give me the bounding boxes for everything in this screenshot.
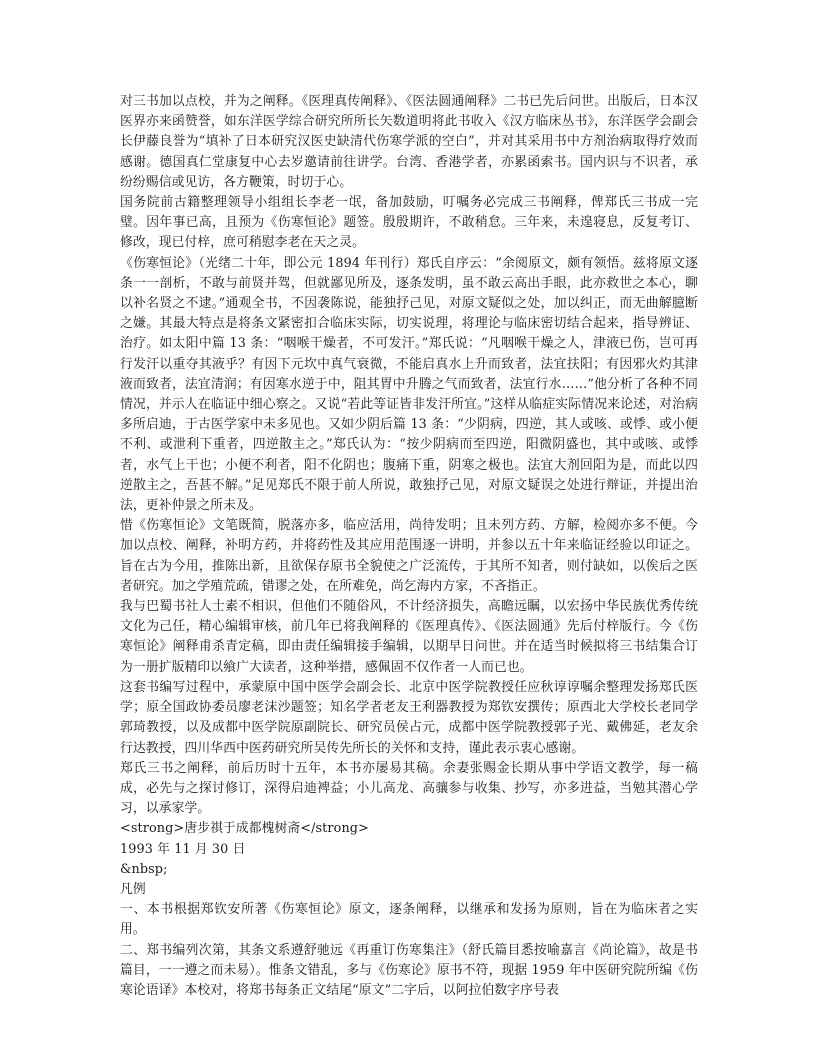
signature-line: <strong>唐步祺于成都槐树斋</strong> bbox=[120, 821, 369, 837]
fanli-item-2: 二、郑书编列次第，其条文系遵舒驰远《再重订伤寒集注》（舒氏篇目悉按喻嘉言《尚论篇》，故是书篇目，一一遵之而未易）。惟条文错乱，多与《伤寒论》原书不符，现据 1959 年中医研究院所编《伤寒论语译》本校对，将郑书每条正文结尾“原文”二字后，以阿拉伯数字序号表 bbox=[120, 942, 698, 998]
nbsp-line: &nbsp; bbox=[120, 861, 168, 877]
paragraph-shortcomings: 惜《伤寒恒论》文笔既简，脱落亦多，临应活用，尚待发明；且未列方药、方解，检阅亦多不便。今加以点校、阐释，补明方药，并将药性及其应用范围逐一讲明，并参以五十年来临证经验以印证之。旨在古为今用，推陈出新，且欲保存原书全貌使之广泛流传，于其所不知者，则付缺如，以俟后之医者研究。加之学殖荒疏，错谬之处，在所难免，尚乞海内方家，不吝指正。 bbox=[120, 518, 698, 594]
fanli-item-1: 一、本书根据郑钦安所著《伤寒恒论》原文，逐条阐释，以继承和发扬为原则，旨在为临床者之实用。 bbox=[120, 902, 698, 938]
paragraph-preface-quote: 《伤寒恒论》（光绪二十年，即公元 1894 年刊行）郑氏自序云：“余阅原文，颇有领悟。兹将原文逐条一一剖析，不敢与前贤并驾，但就鄙见所及，逐条发明，虽不敢云高出手眼，此亦救世之本心，聊以补名贤之不逮。”通观全书，不因袭陈说，能独抒己见，对原文疑似之处，加以纠正，而无曲解臆断之嫌。其最大特点是将条文紧密扣合临床实际，切实说理，将理论与临床密切结合起来，指导辨证、治疗。如太阳中篇 13 条：“咽喉干燥者，不可发汗。”郑氏说：“凡咽喉干燥之人，津液已伤，岂可再行发汗以重夺其液乎？有因下元坎中真气衰微，不能启真水上升而致者，法宜扶阳；有因邪火灼其津液而致者，法宜清润；有因寒水逆于中，阻其胃中升腾之气而致者，法宜行水……”他分析了各种不同情况，并示人在临证中细心察之。又说“若此等证皆非发汗所宜。”这样从临症实际情况来论述，对治病多所启迪，于古医学家中未多见也。又如少阴后篇 13 条：“少阴病，四逆，其人或咳、或悸、或小便不利、或泄利下重者，四逆散主之。”郑氏认为：“按少阴病而至四逆，阳微阴盛也，其中或咳、或悸者，水气上干也；小便不利者，阳不化阴也；腹痛下重，阴寒之极也。法宜大剂回阳为是，而此以四逆散主之，吾甚不解。”足见郑氏不限于前人所说，敢独抒己见，对原文疑误之处进行辩证，并提出治法，更补仲景之所未及。 bbox=[120, 255, 698, 514]
fanli-heading: 凡例 bbox=[120, 881, 146, 897]
paragraph-publisher: 我与巴蜀书社人士素不相识，但他们不随俗风，不计经济损失，高瞻远瞩，以宏扬中华民族优秀传统文化为己任，精心编辑审核，前几年已将我阐释的《医理真传》、《医法圆通》先后付梓版行。今《伤寒恒论》阐释甫杀青定稿，即由责任编辑接手编辑，以期早日问世。并在适当时候拟将三书结集合订为一册扩版精印以飨广大读者，这种举措，感佩固不仅作者一人而已也。 bbox=[120, 599, 698, 675]
paragraph-family: 郑氏三书之阐释，前后历时十五年，本书亦屡易其稿。余妻张赐金长期从事中学语文教学，每一稿成，必先与之探讨修订，深得启迪裨益；小儿高龙、高骧参与收集、抄写，亦多进益，当勉其潜心学习，以承家学。 bbox=[120, 760, 698, 817]
document-page bbox=[120, 92, 698, 1001]
paragraph-commentary-published: 对三书加以点校，并为之阐释。《医理真传阐释》、《医法圆通阐释》二书已先后问世。出版后，日本汉医界亦来函赞誉，如东洋医学综合研究所所长矢数道明将此书收入《汉方临床丛书》，东洋医学会副会长伊藤良誉为“填补了日本研究汉医史缺清代伤寒学派的空白”，并对其采用书中方剂治病取得疗效而感谢。德国真仁堂康复中心去岁邀请前往讲学。台湾、香港学者，亦累函索书。国内识与不识者，承纷纷赐信或见访，各方鞭策，时切于心。 bbox=[120, 94, 698, 190]
paragraph-acknowledgements: 这套书编写过程中，承蒙原中国中医学会副会长、北京中医学院教授任应秋谆谆嘱余整理发扬郑氏医学；原全国政协委员廖老沫沙题签；知名学者老友王利器教授为郑钦安撰传；原西北大学校长老同学郭琦教授，以及成都中医学院原副院长、研究员侯占元，成都中医学院教授郭子光、戴佛延，老友余行达教授，四川华西中医药研究所吴传先所长的关怀和支持，谨此表示衷心感谢。 bbox=[120, 679, 698, 756]
paragraph-li-yimang: 国务院前古籍整理领导小组组长李老一氓，备加鼓励，叮嘱务必完成三书阐释，俾郑氏三书成一完璧。因年事已高，且预为《伤寒恒论》题签。殷殷期许，不敢稍怠。三年来，未遑寝息，反复考订、修改，现已付梓，庶可稍慰李老在天之灵。 bbox=[120, 195, 698, 251]
date-line: 1993 年 11 月 30 日 bbox=[120, 841, 246, 857]
